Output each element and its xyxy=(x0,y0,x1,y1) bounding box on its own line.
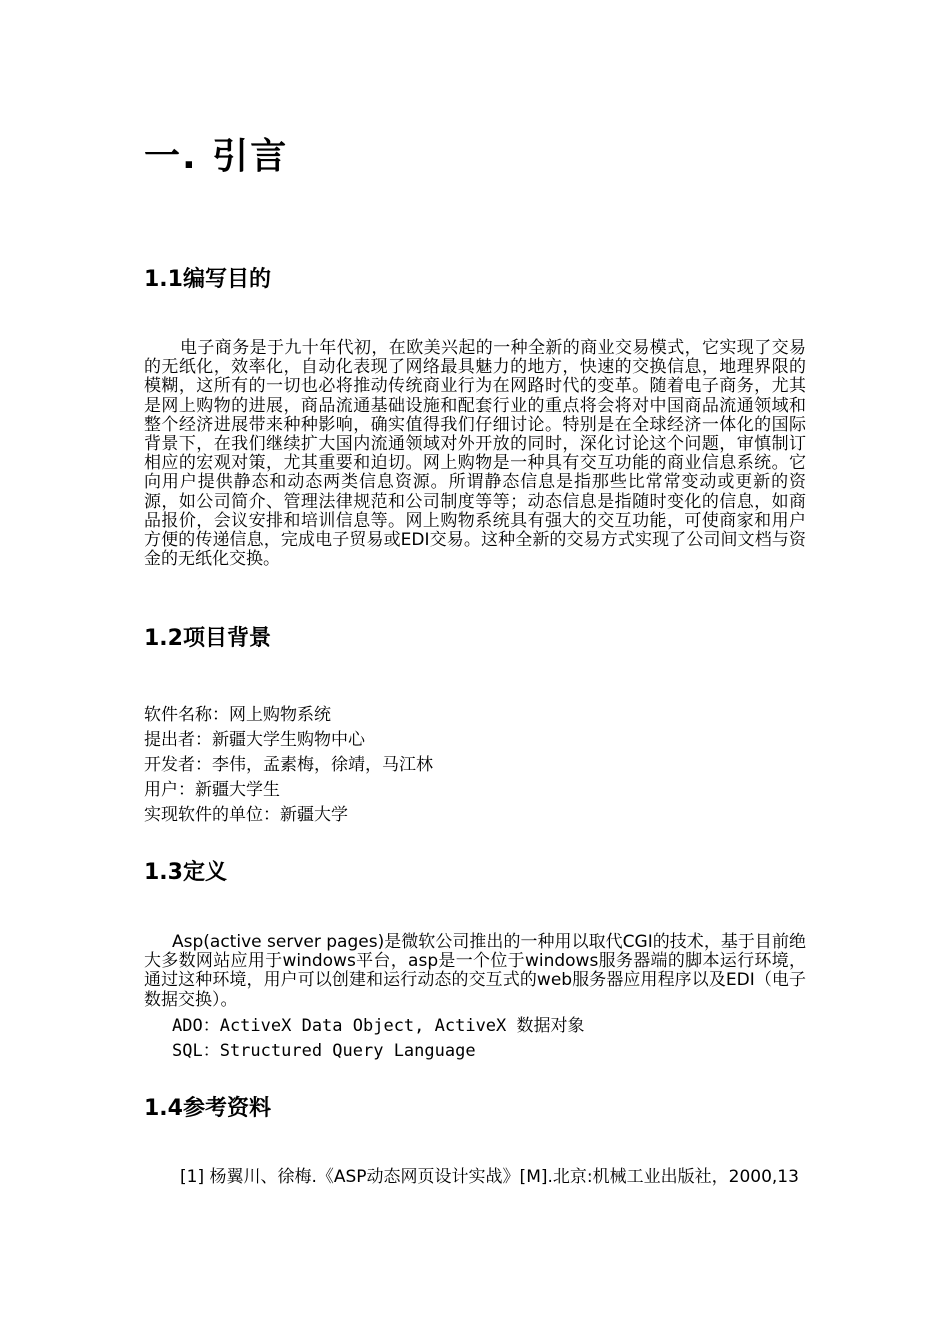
background-line-proposer: 提出者：新疆大学生购物中心 xyxy=(144,730,365,750)
section-heading-references: 1.4参考资料 xyxy=(144,1096,271,1121)
background-line-software-name: 软件名称：网上购物系统 xyxy=(144,705,331,725)
background-line-users: 用户：新疆大学生 xyxy=(144,780,280,800)
section-heading-background: 1.2项目背景 xyxy=(144,626,271,651)
definition-sql: SQL：Structured Query Language xyxy=(172,1041,476,1061)
section-heading-definitions: 1.3定义 xyxy=(144,860,227,885)
background-line-organization: 实现软件的单位：新疆大学 xyxy=(144,805,348,825)
chapter-title: 一. 引言 xyxy=(144,136,289,177)
reference-item-1: [1] 杨翼川、徐梅.《ASP动态网页设计实战》[M].北京:机械工业出版社，2000,13 xyxy=(180,1167,799,1187)
definitions-paragraph: Asp(active server pages)是微软公司推出的一种用以取代CGI的技术，基于目前绝大多数网站应用于windows平台，asp是一个位于windows服务器端的脚本运行环境，通过这种环境，用户可以创建和运行动态的交互式的web服务器应用程序以及EDI（电子数据交换）。 xyxy=(144,932,806,1010)
section-heading-purpose: 1.1编写目的 xyxy=(144,267,271,292)
definition-ado: ADO：ActiveX Data Object, ActiveX 数据对象 xyxy=(172,1016,585,1036)
background-line-developers: 开发者：李伟，孟素梅，徐靖，马江林 xyxy=(144,755,433,775)
purpose-paragraph: 电子商务是于九十年代初，在欧美兴起的一种全新的商业交易模式，它实现了交易的无纸化，效率化，自动化表现了网络最具魅力的地方，快速的交换信息，地理界限的模糊，这所有的一切也必将推动传统商业行为在网路时代的变革。随着电子商务，尤其是网上购物的进展，商品流通基础设施和配套行业的重点将会将对中国商品流通领域和整个经济进展带来种种影响，确实值得我们仔细讨论。特别是在全球经济一体化的国际背景下，在我们继续扩大国内流通领域对外开放的同时，深化讨论这个问题，审慎制订相应的宏观对策，尤其重要和迫切。网上购物是一种具有交互功能的商业信息系统。它向用户提供静态和动态两类信息资源。所谓静态信息是指那些比常常变动或更新的资源，如公司简介、管理法律规范和公司制度等等；动态信息是指随时变化的信息，如商品报价，会议安排和培训信息等。网上购物系统具有强大的交互功能，可使商家和用户方便的传递信息，完成电子贸易或EDI交易。这种全新的交易方式实现了公司间文档与资金的无纸化交换。 xyxy=(144,338,806,570)
